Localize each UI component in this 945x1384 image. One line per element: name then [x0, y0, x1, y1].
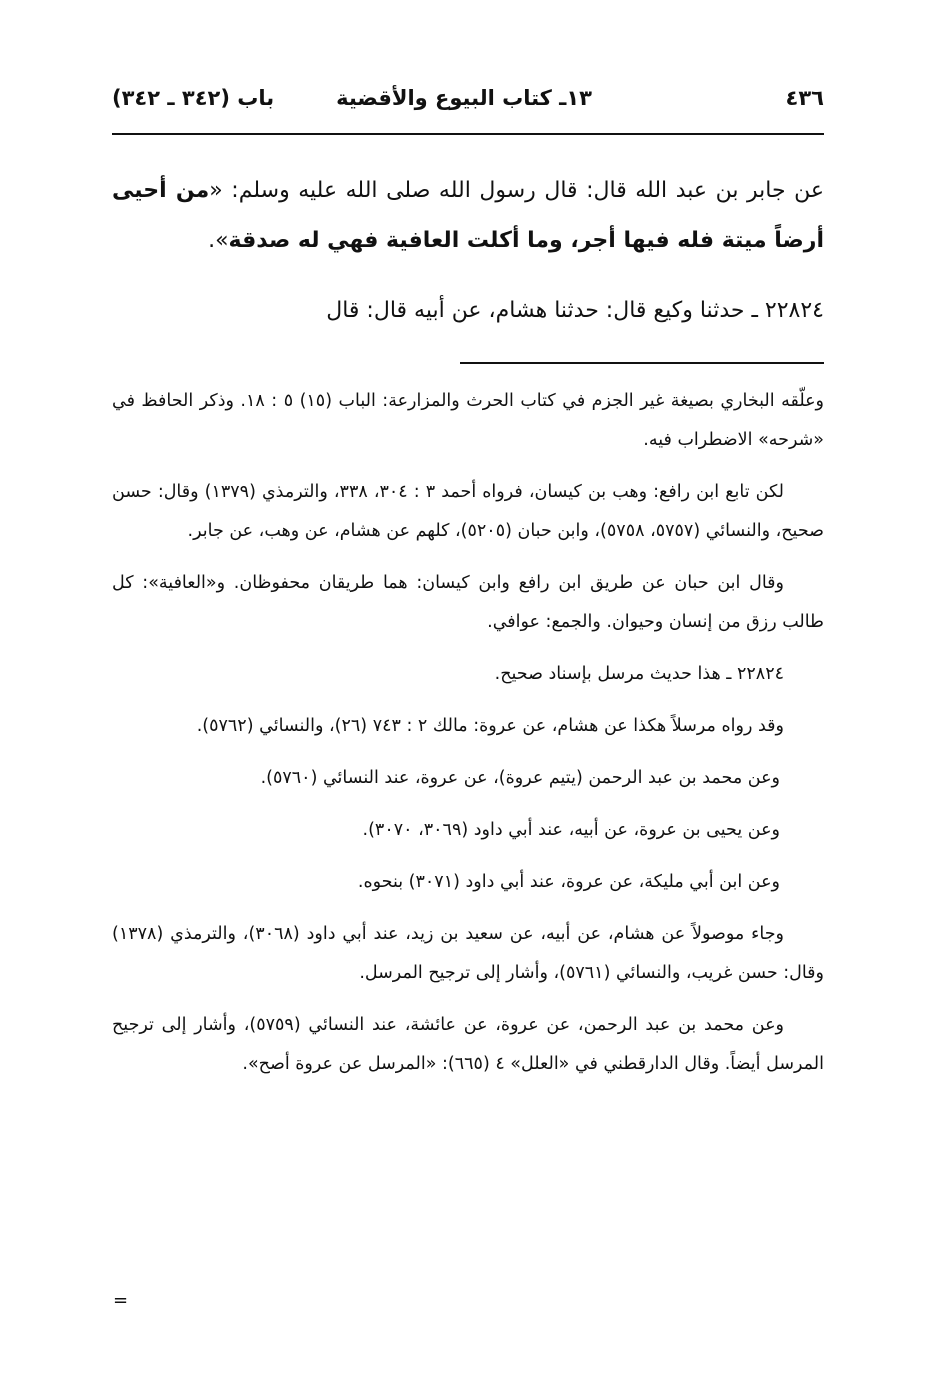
footnote-paragraph: وعلّقه البخاري بصيغة غير الجزم في كتاب الحرث والمزارعة: الباب (١٥) ٥ : ١٨. وذكر الحافظ في «شرحه» الاضطراب فيه. — [112, 391, 825, 450]
page-header — [112, 86, 824, 122]
page-number: ٤٣٦ — [785, 86, 824, 110]
footnote-paragraph: وقال ابن حبان عن طريق ابن رافع وابن كيسان: هما طريقان محفوظان. و«العافية»: كل طالب رزق من إنسان وحيوان. والجمع: عوافي. — [112, 573, 824, 632]
hadith-isnad: ٢٢٨٢٤ ـ حدثنا وكيع قال: حدثنا هشام، عن أبيه قال: قال — [326, 298, 824, 323]
hadith-matn: من أحيى أرضاً ميتة فله فيها أجر، وما أكلت العافية فهي له صدقة — [112, 178, 824, 253]
continuation-mark: = — [113, 1290, 129, 1311]
chapter-title: باب (٣٤٢ ـ ٣٤٢) — [112, 86, 275, 110]
footnote-paragraph: لكن تابع ابن رافع: وهب بن كيسان، فرواه أحمد ٣ : ٣٠٤، ٣٣٨، والترمذي (١٣٧٩) وقال: حسن صحيح، والنسائي (٥٧٥٧، ٥٧٥٨)، وابن حبان (٥٢٠٥)، كلهم عن هشام، عن وهب، عن جابر. — [112, 482, 824, 541]
book-title: ١٣ـ كتاب البيوع والأقضية — [336, 86, 592, 110]
footnote-paragraph: وعن محمد بن عبد الرحمن (يتيم عروة)، عن عروة، عند النسائي (٥٧٦٠). — [260, 768, 780, 788]
footnote-paragraph: وعن محمد بن عبد الرحمن، عن عروة، عن عائشة، عند النسائي (٥٧٥٩)، وأشار إلى ترجيح المرسل أيضاً. وقال الدارقطني في «العلل» ٤ (٦٦٥): «المرسل عن عروة أصح». — [112, 1015, 824, 1074]
footnotes — [112, 382, 824, 1097]
footnote-paragraph: وعن يحيى بن عروة، عن أبيه، عند أبي داود (٣٠٦٩، ٣٠٧٠). — [362, 820, 780, 840]
hadith-intro: عن جابر بن عبد الله قال: قال رسول الله صلى الله عليه وسلم: « — [209, 178, 824, 203]
footnote-rule — [460, 362, 824, 364]
footnote-paragraph: وقد رواه مرسلاً هكذا عن هشام، عن عروة: مالك ٢ : ٧٤٣ (٢٦)، والنسائي (٥٧٦٢). — [196, 716, 784, 736]
footnote-paragraph: وعن ابن أبي مليكة، عن عروة، عند أبي داود (٣٠٧١) بنحوه. — [357, 872, 780, 892]
hadith-text — [112, 166, 824, 266]
hadith-close: ». — [208, 228, 229, 253]
footnote-paragraph: ٢٢٨٢٤ ـ هذا حديث مرسل بإسناد صحيح. — [494, 664, 784, 684]
header-rule — [112, 133, 824, 135]
footnote-paragraph: وجاء موصولاً عن هشام، عن أبيه، عن سعيد بن زيد، عند أبي داود (٣٠٦٨)، والترمذي (١٣٧٨) وقال: حسن غريب، والنسائي (٥٧٦١)، وأشار إلى ترجيح المرسل. — [112, 924, 824, 983]
main-text — [112, 166, 824, 336]
